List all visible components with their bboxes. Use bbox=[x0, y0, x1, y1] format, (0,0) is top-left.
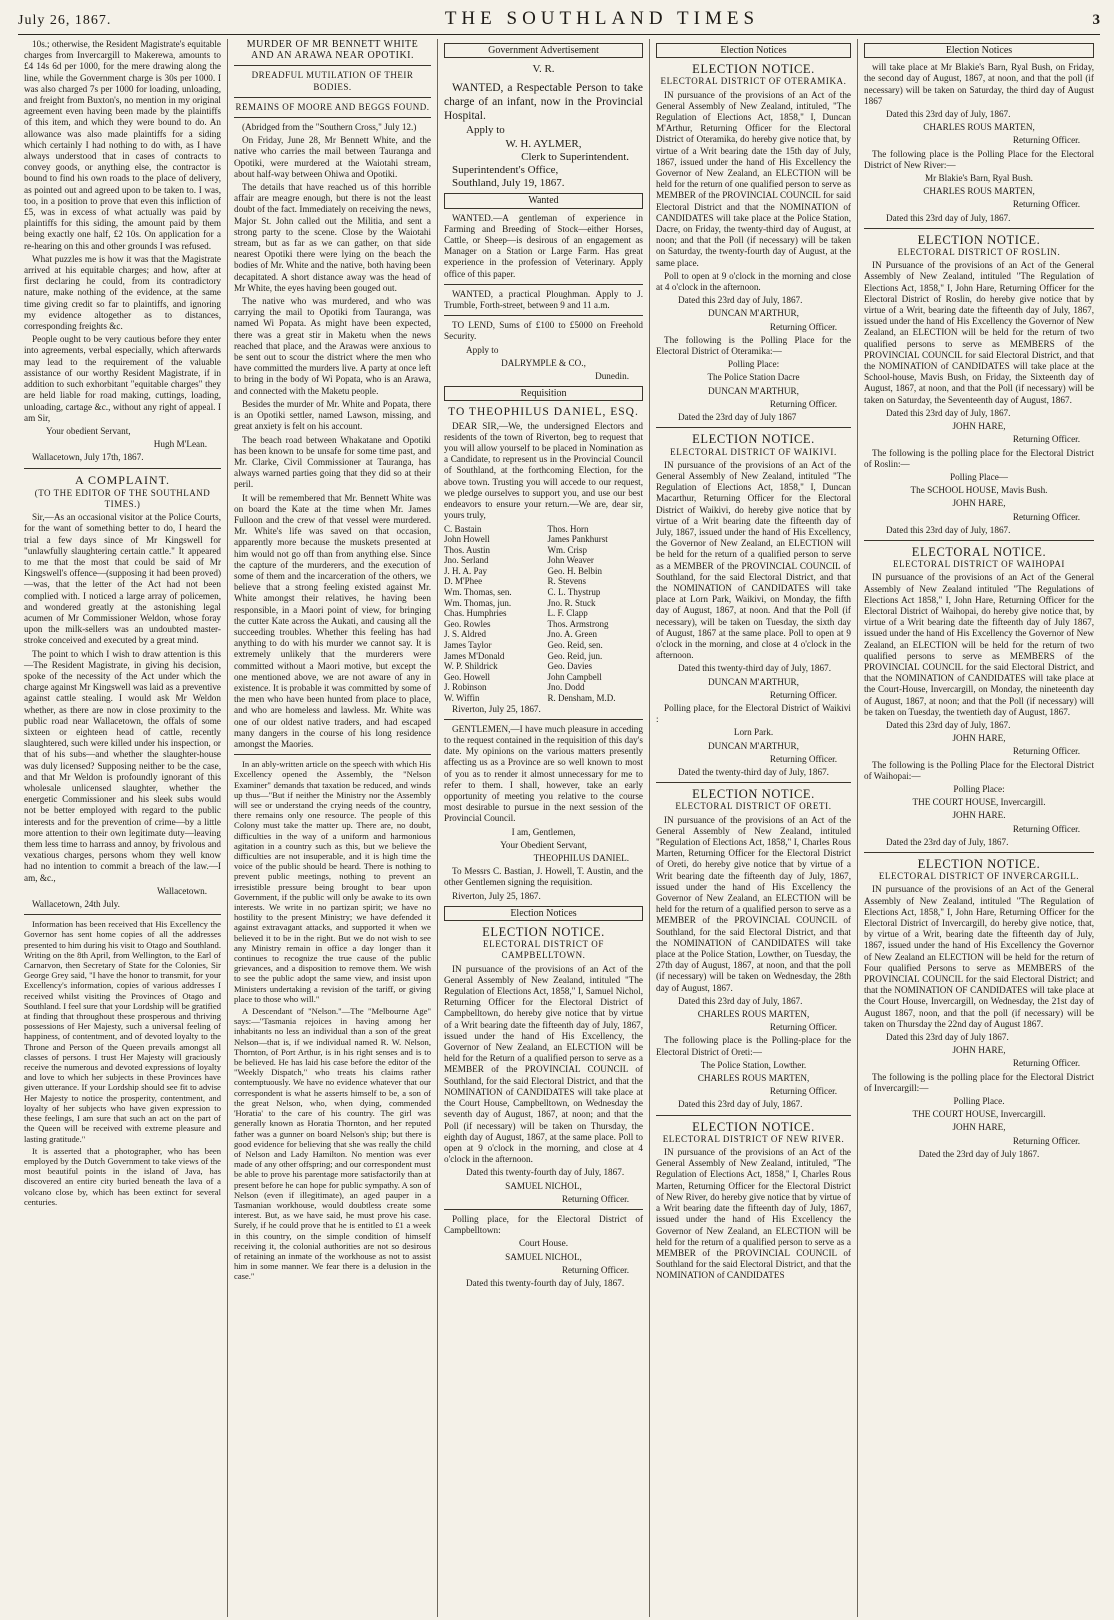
polling-text: The following place is the Polling-place for the Electoral District of Oreti:— bbox=[656, 1035, 851, 1057]
signatory-name: James Pankhurst bbox=[547, 534, 608, 545]
polling-date: Dated this 23rd day of July, 1867. bbox=[886, 212, 1011, 223]
notice-role: Returning Officer. bbox=[1012, 746, 1080, 757]
notice-title: ELECTION NOTICE. bbox=[692, 62, 815, 77]
article-source: (Abridged from the "Southern Cross," July 12.) bbox=[242, 122, 417, 133]
notice-role: Returning Officer. bbox=[1012, 1058, 1080, 1069]
article-paragraph: On Friday, June 28, Mr Bennett White, and the native who carries the mail between Tauranga and Opotiki, were murdered at the Waiotahi stream, about half-way between Ohiwa and Opotiki. bbox=[234, 135, 431, 179]
signatory-name: R. Densham, M.D. bbox=[547, 693, 616, 703]
polling-signer: SAMUEL NICHOL, bbox=[505, 1251, 582, 1262]
notice-signer: JOHN HARE, bbox=[952, 733, 1006, 744]
notice-role: Returning Officer. bbox=[769, 689, 837, 700]
divider bbox=[234, 117, 431, 118]
reply-body: GENTLEMEN,—I have much pleasure in acceding to the request contained in the requisition of this day's date. My opinions on the various matters presently affecting us as a Province are so well known to most of you as to render it almost unnecessary for me to refer to them. I shall, however, take an early opportunity of meeting you relative to the course most desirable to pursue in the next session of the Provincial Council. bbox=[444, 723, 643, 824]
polling-place: Mr Blakie's Barn, Ryal Bush. bbox=[925, 173, 1033, 184]
signatory-name: W. Wiffin bbox=[444, 693, 480, 703]
issue-date: July 26, 1867. bbox=[18, 13, 112, 28]
notice-signer: SAMUEL NICHOL, bbox=[505, 1180, 582, 1191]
signatory-name: L. F. Clapp bbox=[547, 608, 588, 619]
notice-body: will take place at Mr Blakie's Barn, Ryal Bush, on Friday, the second day of August, 1867, at noon, and that the poll (if necessary) will be taken on Saturday, the third day of August 1867 bbox=[864, 62, 1094, 106]
divider bbox=[234, 97, 431, 98]
notice-district: ELECTORAL DISTRICT OF INVERCARGILL. bbox=[878, 871, 1080, 882]
notice-signer: DUNCAN M'ARTHUR, bbox=[708, 308, 799, 319]
news-paragraph: It is asserted that a photographer, who has been employed by the Dutch Government to take views of the most beautiful points in the island of Java, has discovered an entire city buried beneath the lava of a volcano close by, which has been extinct for several centuries. bbox=[24, 1145, 221, 1207]
divider bbox=[864, 228, 1094, 229]
divider bbox=[24, 468, 221, 469]
polling-text: The following is the Polling Place for the Electoral District of Oteramika:— bbox=[656, 334, 851, 357]
ad-office-date: Southland, July 19, 1867. bbox=[452, 177, 565, 190]
notice-signer: JOHN HARE, bbox=[952, 1045, 1006, 1056]
section-box-requisition: Requisition bbox=[444, 386, 643, 401]
polling-date: Dated this twenty-fourth day of July, 1867. bbox=[466, 1277, 625, 1288]
polling-label: Polling Place— bbox=[950, 471, 1008, 482]
article-paragraph: Sir,—As an occasional visitor at the Police Courts, for the want of something better to do, I heard the trial a few days since of Mr Kingswell for "unlawfully slaughtering certain cattle." It appeared to me that the most that could be said of Mr Kingswell's offence—(supposing it had been proved)—was, that the letter of the Act had not been complied with. I noticed a large array of policemen, and wondered greatly at the astonishing legal acumen of Mr Commissioner Weldon, whose foray upon the milk-sellers was an undoubted master-stroke conceived and executed by a great mind. bbox=[24, 512, 221, 646]
notice-district: ELECTORAL DISTRICT OF WAIHOPAI bbox=[892, 559, 1066, 570]
polling-text: The following is the Polling Place for the Electoral District of Waihopai:— bbox=[864, 759, 1094, 781]
signatory-name: Wm. Crisp bbox=[547, 544, 587, 555]
signatory-name: Geo. Reid, sen. bbox=[547, 640, 603, 651]
divider bbox=[864, 852, 1094, 853]
polling-label: Polling Place: bbox=[953, 783, 1005, 794]
polling-text: The following place is the Polling Place for the Electoral District of New River:— bbox=[864, 148, 1094, 170]
divider bbox=[656, 427, 851, 428]
signatory-name: W. P. Shildrick bbox=[444, 661, 498, 672]
masthead bbox=[18, 8, 1100, 35]
letter-paragraph: People ought to be very cautious before they enter into agreements, verbal especially, which afterwards may lead to the requirement of the valuable assistance of our worthy Resident Magistrate, if in addition to such exhorbitant "equitable charges" they are held liable for road making, cuttings, loading, unloading, cartage &c., without any right of appeal. I am Sir, bbox=[24, 334, 221, 423]
signatory-name: Jno. A. Green bbox=[547, 629, 597, 640]
notice-body: IN pursuance of the provisions of an Act of the General Assembly of New Zealand, intituled, "The Regulation of Elections Act, 1858," I, Charles Rous Marten, Returning Officer for the Electoral District of New River, do hereby give notice that by virtue of a Writ bearing date the fifteenth day of July, 1867, issued under the hand of His Excellency the Governor of New Zealand, an ELECTION will be held for the return of a qualified person to serve as a MEMBER of the PROVINCIAL COUNCIL of Southland for the said Electoral District, and that the NOMINATION of CANDIDATES bbox=[656, 1147, 851, 1281]
polling-role: Returning Officer. bbox=[769, 1086, 837, 1097]
article-heading: A COMPLAINT. bbox=[74, 472, 171, 487]
divider bbox=[444, 284, 643, 285]
article-paragraph: Besides the murder of Mr. White and Popata, there is an Opotiki settler, named Lawson, missing, and great anxiety is felt on his account. bbox=[234, 398, 431, 432]
signatory-name: C. Bastain bbox=[444, 523, 482, 534]
notice-district: ELECTORAL DISTRICT OF ORETI. bbox=[675, 801, 832, 812]
divider bbox=[24, 914, 221, 915]
article-subheading: REMAINS OF MOORE AND BEGGS FOUND. bbox=[235, 101, 430, 112]
notice-body: IN pursuance of the provisions of an Act of the General Assembly of New Zealand, intituled "The Regulation of Elections Act, 1858," I, Duncan Macarthur, Returning Officer for the Electoral District of Waikivi, do hereby give notice that by virtue of a Writ bearing date the fifteenth day of July, 1867, issued under the hand of His Excellency, the Governor of New Zealand, an ELECTION will be held for the return of a qualified person to serve as a MEMBER of the PROVINCIAL COUNCIL of Southland, for the said Electoral District, and that the NOMINATION of CANDIDATES will take place at Lorn Park, Waikivi, on Monday, the fifth day of August, 1867, at noon. And that the Poll (if necessary), will be taken on Tuesday, the sixth day of August, 1867 at the same place. Poll to open at 9 o'clock in the morning, and close at 4 o'clock in the afternoon. bbox=[656, 459, 851, 661]
notice-role: Returning Officer. bbox=[561, 1193, 629, 1204]
article-paragraph: The beach road between Whakatane and Opotiki has been known to be unsafe for some time past, and Mr. Clarke, Civil Commissioner at Tauranga, has always warned parties going that they did so at their peril. bbox=[234, 434, 431, 490]
signatory-name: R. Stevens bbox=[547, 576, 586, 587]
notice-signer: CHARLES ROUS MARTEN, bbox=[923, 122, 1035, 133]
section-box-election: Election Notices bbox=[444, 906, 643, 921]
polling-place: The Police Station Dacre bbox=[707, 372, 800, 383]
notice-body: IN pursuance of the provisions of an Act of the General Assembly of New Zealand, intituled, "The Regulation of Elections Act, 1858," I, Duncan M'Arthur, Returning Officer for the Electoral District of Oteramika, do hereby give notice that, by virtue of a Writ bearing date the 15th day of July, 1867, issued under the hand of His Excellency the Governor of New Zealand, an ELECTION will be held for the return of one qualified person to serve as MEMBER of the PROVINCIAL COUNCIL for said Electoral District and that the NOMINATION of CANDIDATES will take place at the Police Station, Dacre, on Friday, the twenty-third day of August, at noon; and that the Poll (if necessary) will be taken on Saturday, the twenty-fourth day of August, at the same place. bbox=[656, 89, 851, 268]
reply-signer: THEOPHILUS DANIEL. bbox=[533, 853, 629, 864]
article-paragraph: The details that have reached us of this horrible affair are meagre enough, but there is not the least doubt of the fact. Immediately on receiving the news, Major St. John called out the Militia, and sent a strong party to the scene. Close by the Waiotahi stream, but as far as we can gather, on that side nearest Opotiki there were lying on the beach the bodies of Mr. White and the native, both having been decapitated. A short distance away was the head of Mr White, the eyes having been gouged out. bbox=[234, 182, 431, 293]
signatory-name: Geo. Rowles bbox=[444, 618, 491, 629]
notice-date: Dated this 23rd day of July, 1867. bbox=[678, 295, 803, 306]
notice-role: Returning Officer. bbox=[1012, 434, 1080, 445]
signatory-name: J. H. A. Pay bbox=[444, 565, 488, 576]
polling-date: Dated the 23rd day of July, 1867. bbox=[886, 836, 1009, 847]
notice-title: ELECTION NOTICE. bbox=[917, 232, 1041, 247]
letter-paragraph: What puzzles me is how it was that the Magistrate arrived at his equitable charges; and how, after at first declaring he could, from its contradictory nature, make nothing of the evidence, at the same time giving credit so far to plaintiffs, and ignoring my evidence altogether as to distances, corresponding freights &c. bbox=[24, 253, 221, 332]
notice-district: ELECTORAL DISTRICT OF WAIKIVI. bbox=[670, 446, 837, 457]
notice-signer: DUNCAN M'ARTHUR, bbox=[708, 676, 799, 687]
polling-signer: CHARLES ROUS MARTEN, bbox=[697, 1073, 810, 1084]
signatory-name: Thos. Horn bbox=[547, 523, 589, 534]
vr-crest: V. R. bbox=[532, 63, 555, 76]
divider bbox=[234, 65, 431, 66]
signatory-name: Thos. Armstrong bbox=[547, 618, 609, 629]
polling-signer: DUNCAN M'ARTHUR, bbox=[708, 385, 799, 396]
article-subheading: DREADFUL MUTILATION OF THEIR BODIES. bbox=[251, 70, 414, 92]
signatory-name: James M'Donald bbox=[444, 650, 505, 661]
polling-place: THE COURT HOUSE, Invercargill. bbox=[912, 797, 1046, 808]
letter-place-date: Wallacetown, July 17th, 1867. bbox=[32, 452, 144, 463]
polling-place: Court House. bbox=[519, 1238, 568, 1249]
notice-body: IN pursuance of the provisions of an Act of the General Assembly of New Zealand, intituled "The Regulation of Elections Act, 1858," I, John Hare, Returning Officer for the Electoral District of Invercargill, do hereby give notice, that, by virtue of a Writ, bearing date the fifteenth day of July, 1867, issued under the hand of His Excellency the Governor of New Zealand an ELECTION will be held for the return of Four qualified Persons to serve as MEMBERS of the PROVINCIAL COUNCIL for the said Electoral District; and that the NOMINATION OF CANDIDATES will take place at the Court House, Invercargill, on Wednesday, the 21st day of August 1867, noon, and that the poll (if necessary) will be taken on Thursday the 22nd day of August 1867. bbox=[864, 884, 1094, 1029]
section-box-election: Election Notices bbox=[656, 43, 851, 58]
wanted-ad: WANTED.—A gentleman of experience in Farming and Breeding of Stock—either Horses, Cattle, or Sheep—is desirous of an engagement as Manager on a Station or Large Farm. Has great experience in the profession of Veterinary. Apply office of this paper. bbox=[444, 212, 643, 279]
signatory-name: Jno. R. Stuck bbox=[547, 597, 596, 608]
column-1 bbox=[18, 39, 228, 1617]
signatory-name: John Weaver bbox=[547, 555, 594, 566]
reply-addressees: To Messrs C. Bastian, J. Howell, T. Austin, and the other Gentlemen signing the requisition. bbox=[444, 866, 643, 888]
signatories bbox=[444, 524, 643, 704]
notice-body: IN pursuance of the provisions of an Act of the General Assembly of New Zealand, intituled "Regulation of Elections Act, 1858," I, Charles Rous Marten, Returning Officer for the Electoral District of Oreti, do hereby give notice that by virtue of a Writ bearing date the fifteenth day of July, 1867, issued under the hand of His Excellency the Governor of New Zealand, an ELECTION will be held for the return of a qualified person to serve as a MEMBER of the PROVINCIAL COUNCIL of Southland, for the said Electoral District, and that the NOMINATION of CANDIDATES will take place at the Police Station, Lowther, on Tuesday, the 27th day of August, 1867, at noon, and that the poll (if necessary) will be taken on Wednesday, the 28th day of August, 1867. bbox=[656, 814, 851, 993]
signatory-name: James Taylor bbox=[444, 640, 492, 651]
divider bbox=[444, 315, 643, 316]
notice-poll: Poll to open at 9 o'clock in the morning and close at 4 o'clock in the afternoon. bbox=[656, 270, 851, 293]
divider bbox=[234, 754, 431, 755]
reply-close: Your Obedient Servant, bbox=[500, 839, 587, 850]
notice-title: ELECTION NOTICE. bbox=[482, 925, 605, 940]
signatory-name: Jno. Dodd bbox=[547, 682, 585, 693]
signatory-name: Wm. Thomas, sen. bbox=[444, 587, 512, 598]
article-date: Wallacetown, 24th July. bbox=[32, 899, 120, 910]
news-paragraph: Information has been received that His Excellency the Governor has sent home copies of all the addresses presented to him during his visit to Otago and Southland. Writing on the 8th April, from Wellington, to the Earl of Carnarvon, then Secretary of State for the Colonies, Sir George Grey said, "I have the honor to transmit, for your Excellency's information, copies of various addresses I received whilst visiting the Provinces of Otago and Southland. I feel sure that your Lordship will be gratified at finding that throughout these prosperous and thriving possessions of Her Majesty, such a universal feeling of happiness, of contentment, and of devoted loyalty to the Throne and Person of the Queen prevails amongst all classes of persons. I trust Her Majesty will graciously receive the numerous and devoted expressions of loyalty and love to which her subjects in these Provinces have given utterance. If your Lordship should see fit to advise Her Majesty to notice the prosperity, contentment, and loyalty of her subjects who have given expression to these feelings, I am sure that such an act on the part of the Queen will be received with extreme pleasure and lasting gratitude." bbox=[24, 919, 221, 1144]
polling-date: Dated the twenty-third day of July, 1867. bbox=[678, 766, 829, 777]
requisition-date: Riverton, July 25, 1867. bbox=[452, 703, 541, 714]
column-2 bbox=[228, 39, 438, 1617]
notice-district: ELECTORAL DISTRICT OF OTERAMIKA. bbox=[660, 76, 847, 87]
signatory-name: Thos. Austin bbox=[444, 544, 491, 555]
requisition-heading: TO THEOPHILUS DANIEL, ESQ. bbox=[448, 406, 639, 419]
notice-date: Dated this 23rd day of July, 1867. bbox=[886, 719, 1011, 730]
ad-apply-title: Clerk to Superintendent. bbox=[521, 150, 629, 163]
polling-place: The Police Station, Lowther. bbox=[700, 1059, 807, 1070]
polling-signer: JOHN HARE, bbox=[952, 498, 1006, 509]
notice-body: IN pursuance of the provisions of an Act of the General Assembly of New Zealand, intituled "The Regulation of Elections Act, 1858," I, Samuel Nichol, Returning Officer for the Electoral District of Campbelltown, do hereby give notice that by virtue of a Writ bearing date the fifteenth day of July, 1867, issued under the hand of His Excellency, the Governor of New Zealand, an ELECTION will be held for the Return of a qualified person to serve as a MEMBER of the PROVINCIAL COUNCIL of Southland, for the said Electoral District, and that the NOMINATION of CANDIDATES will take place at the Court House, Campbelltown, on Wednesday the seventh day of August, 1867, at noon; and that the Poll (if necessary) will be taken on Thursday, the eighth day of August, 1867, at the same place. Poll to open at 9 o'clock in the morning, and close at 4 o'clock in the afternoon. bbox=[444, 963, 643, 1165]
polling-place: The SCHOOL HOUSE, Mavis Bush. bbox=[910, 485, 1048, 496]
reply-close: I am, Gentlemen, bbox=[511, 826, 576, 837]
polling-text: Polling place, for the Electoral District of Campbelltown: bbox=[444, 1213, 643, 1236]
polling-signer: DUNCAN M'ARTHUR, bbox=[708, 740, 799, 751]
signatory-name: John Campbell bbox=[547, 671, 602, 682]
divider bbox=[656, 1115, 851, 1116]
section-box-election: Election Notices bbox=[864, 43, 1094, 58]
polling-date: Dated the 23rd day of July 1867. bbox=[918, 1148, 1040, 1159]
polling-text: The following is the polling place for the Electoral District of Roslin:— bbox=[864, 447, 1094, 469]
signatory-name: C. L. Thystrup bbox=[547, 587, 601, 598]
polling-role: Returning Officer. bbox=[769, 753, 837, 764]
loan-ad: TO LEND, Sums of £100 to £5000 on Freehold Security. bbox=[444, 320, 643, 342]
ad-office: Superintendent's Office, bbox=[452, 164, 559, 177]
newspaper-title: THE SOUTHLAND TIMES bbox=[444, 8, 760, 29]
notice-title: ELECTION NOTICE. bbox=[917, 857, 1041, 871]
signatory-name: Geo. Reid, jun. bbox=[547, 650, 603, 661]
signatory-name: Geo. H. Belbin bbox=[547, 565, 602, 576]
signatory-name: John Howell bbox=[444, 534, 490, 545]
polling-role: Returning Officer. bbox=[561, 1264, 629, 1275]
article-paragraph: It will be remembered that Mr. Bennett White was on board the Kate at the time when Mr. James Fulloon and the crew of that vessel were murdered. Mr. White's life was saved on that occasion, apparently more because the muskets presented at him would not go off than from anything else. Since the capture of the murderers, and the execution of some of them and the incarceration of the others, we believe that a strong feeling existed against Mr. White amongst their relatives, he having been responsible, in a Maori point of view, for bringing the cutter Kate across the Aukati, and causing all the succeeding troubles. Whether this feeling has had anything to do with his murder we cannot say. It is extremely unlikely that the murderers were committed without a Maori motive, but except the one mentioned above, we are not aware of any in existence. It is probable it was committed by some of the men who have been hunted from place to place, and who are homeless and lawless. Mr. White was one of our oldest native traders, and had escaped many dangers in the course of his long residence amongst the Maories. bbox=[234, 492, 431, 749]
section-box-government: Government Advertisement bbox=[444, 43, 643, 58]
letter-paragraph: 10s.; otherwise, the Resident Magistrate's equitable charges from Invercargill to Makerewa, amounts to £4 14s 6d per 1000, for the mere drawing along the line, while the Government charge is 30s per 1000. I was also charged 7s per 1000 for loading, unloading, and freight from Buxton's, no mention in my original agreement even having been made by the plaintiffs of this item, and which they were bound to do. An allowance was also made plaintiffs for a siding which certainly I had nothing to do with, as I have always understood that in cases of contracts to convey goods, or anything else, the contractor is bound to find his own roads to the place of delivery, as pointed out and agreed upon to be taken to. I was, too, in a position to prove that even this infliction of £5, was in excess of what actually was paid by plaintiffs for this siding, the amount paid by them being exactly one half, £2 10s. On application for a re-hearing on this and other grounds I was refused. bbox=[24, 39, 221, 251]
notice-title: ELECTION NOTICE. bbox=[692, 787, 815, 802]
ad-apply: Apply to bbox=[466, 124, 505, 137]
requisition-body: DEAR SIR,—We, the undersigned Electors and residents of the town of Riverton, beg to request that you will allow yourself to be placed in Nomination as a Candidate, to represent us in the Provincial Council of Southland, at the forthcoming Election, for the above town. Trusting you will accede to our request, we pledge ourselves to support you, and use our best endeavors to ensure your return.—We are, dear sir, yours truly, bbox=[444, 420, 643, 521]
signatory-name: J. S. Aldred bbox=[444, 629, 487, 640]
column-4 bbox=[650, 39, 858, 1617]
polling-text: The following is the polling place for the Electoral District of Invercargill:— bbox=[864, 1071, 1094, 1093]
notice-title: ELECTION NOTICE. bbox=[692, 1119, 815, 1134]
wanted-ad: WANTED, a practical Ploughman. Apply to J. Trumble, Forth-street, between 9 and 11 a.m. bbox=[444, 288, 643, 311]
polling-date: Dated this 23rd day of July, 1867. bbox=[886, 524, 1011, 535]
article-heading: MURDER OF MR BENNETT WHITE AND AN ARAWA NEAR OPOTIKI. bbox=[246, 39, 419, 62]
column-5 bbox=[858, 39, 1100, 1617]
notice-body: IN pursuance of the provisions of an Act of the General Assembly of New Zealand intituled "The Regulations of Elections Act 1858," I, John Hare, Returning Officer for the Electoral District of Waihopai, do hereby give notice that, by virtue of a Writ bearing date the fifteenth day of July 1867, issued under the hand of His Excellency the Governor of New Zealand, an ELECTION will be held for the return of two qualified persons to serve as MEMBERS of the PROVINCIAL COUNCIL for the said Electoral District, and that the NOMINATION of CANDIDATES will take place at the Court-House, Invercargill, on Monday, the nineteenth day of August, 1867, at noon; and that the Poll (if necessary) will be taken on Tuesday, the twentieth day of August, 1867. bbox=[864, 572, 1094, 717]
notice-date: Dated this 23rd day of July, 1867. bbox=[886, 109, 1011, 120]
loan-name: DALRYMPLE & CO., bbox=[501, 357, 586, 368]
ad-text: WANTED, a Respectable Person to take charge of an infant, now in the Provincial Hospital. bbox=[444, 82, 643, 123]
polling-label: Polling Place. bbox=[953, 1096, 1005, 1107]
ad-apply-name: W. H. AYLMER, bbox=[505, 137, 582, 150]
page-number: 3 bbox=[1092, 12, 1100, 28]
signatory-name: Geo. Howell bbox=[444, 671, 490, 682]
divider bbox=[444, 1209, 643, 1210]
notice-date: Dated this 23rd day of July 1867. bbox=[886, 1032, 1009, 1043]
polling-place: Lorn Park. bbox=[733, 727, 774, 738]
notice-body: IN Pursuance of the provisions of an Act of the General Assembly of New Zealand, intituled "The Regulation of Elections Act, 1858," I, John Hare, Returning Officer for the Electoral District of Roslin, do hereby give notice that by virtue of a Writ, bearing date the fifteenth day of July, 1867, issued under the hand of His Excellency the Governor of New Zealand, an ELECTION will be held for the return of two qualified persons to serve as MEMBERS of the PROVINCIAL COUNCIL for said Electoral District, and that the NOMINATION of CANDIDATES will take place at the School-house, Mavis Bush, on Friday, the Sixteenth day of August, 1867, at noon, and that the Poll (if necessary) will be taken on Saturday, the Seventeenth day of August, 1867. bbox=[864, 260, 1094, 405]
news-paragraph: A Descendant of "Nelson."—The "Melbourne Age" says:—"Tasmania rejoices in having among her inhabitants no less an individual than a son of the great Nelson—that is, if we individual named R. W. Nelson, Thornton, of Port Arthur, is in his right senses and is to be believed. He has laid his case before the editor of the "Weekly Dispatch," who treats his claims rather contemptuously. We have no evidence whatever that our correspondent is what he asserts himself to be, a son of the great Nelson, who, when dying, commended 'Horatia' to the care of his country. The girl was generally known as Horatia Thornton, and her reputed father was a gunner on board Nelson's ship; but there is good evidence for believing that she was really the child of Nelson and Lady Hamilton. No mention was ever made of any other offspring; and our correspondent must be able to prove his parentage more satisfactorily than at present before he can hope for public sympathy. A son of Nelson (even if illegitimate), an aged pauper in a Tasmanian workhouse, would doubtless create some interest. But, as we have said, he must prove his case. Surely, if he could prove that he is entitled to £1 a week in this country, on the simple condition of himself receiving it, the colonial authorities are not so desirous of retaining an inmate of the workhouse as not to assist him in some manner. We fear there is a delusion in the case." bbox=[234, 1006, 431, 1282]
signatory-name: Chas. Humphries bbox=[444, 608, 507, 619]
notice-signer: CHARLES ROUS MARTEN, bbox=[697, 1009, 810, 1020]
news-paragraph: In an ably-written article on the speech with which His Excellency opened the Assembly, the "Nelson Examiner" demands that taxation be reduced, and winds up thus—"But if neither the Ministry nor the Assembly will see or understand the crying needs of the country, there remains only one resource. The people of this Colony must take the matter up. There are, no doubt, difficulties in the way of a uniform and harmonious agitation in a country such as this, but we believe the difficulties are not insuperable, and it is high time the voice of the public should be heard. There is nothing to prevent public meetings, nothing to prevent an irresistible pressure being brought to bear upon Government, if the public will only be awake to its own interests. We write in no partizan spirit; we have no hostility to the present Ministry; we have defended it against extravagant attacks, and supported it when we believed it to be in the right. But we do not wish to see any Ministry remain in office a day longer than it continues to recognize the true cause of the public grievances, and a disposition to remove them. We wish to see the public adopt the same view, and insist upon Ministers undertaking a revision of the tariff, or giving place to those who will." bbox=[234, 759, 431, 1004]
notice-district: ELECTORAL DISTRICT OF NEW RIVER. bbox=[662, 1133, 845, 1144]
signatory-name: Geo. Davies bbox=[547, 661, 592, 672]
letter-signer: Hugh M'Lean. bbox=[153, 439, 207, 450]
notice-title: ELECTORAL NOTICE. bbox=[911, 544, 1047, 559]
polling-signer: JOHN HARE, bbox=[952, 1122, 1006, 1133]
notice-role: Returning Officer. bbox=[769, 1022, 837, 1033]
polling-date: Dated the 23rd day of July 1867 bbox=[678, 412, 797, 423]
loan-place: Dunedin. bbox=[595, 371, 629, 382]
section-box-wanted: Wanted bbox=[444, 193, 643, 208]
polling-role: Returning Officer. bbox=[1012, 1135, 1080, 1146]
notice-title: ELECTION NOTICE. bbox=[692, 432, 815, 447]
article-subheading: (TO THE EDITOR OF THE SOUTHLAND TIMES.) bbox=[34, 487, 211, 509]
signatory-name: Wm. Thomas, jun. bbox=[444, 597, 512, 608]
polling-role: Returning Officer. bbox=[1012, 823, 1080, 834]
notice-date: Dated this twenty-third day of July, 1867. bbox=[678, 663, 832, 674]
signatories-right bbox=[547, 524, 643, 704]
polling-signer: CHARLES ROUS MARTEN, bbox=[923, 186, 1035, 197]
notice-role: Returning Officer. bbox=[1012, 135, 1080, 146]
notice-date: Dated this twenty-fourth day of July, 1867. bbox=[466, 1167, 625, 1178]
polling-date: Dated this 23rd day of July, 1867. bbox=[678, 1099, 803, 1110]
polling-label: Polling Place: bbox=[727, 359, 780, 370]
notice-date: Dated this 23rd day of July, 1867. bbox=[886, 407, 1011, 418]
polling-signer: JOHN HARE. bbox=[952, 810, 1006, 821]
polling-place: THE COURT HOUSE, Invercargill. bbox=[912, 1109, 1046, 1120]
divider bbox=[444, 719, 643, 720]
signatory-name: D. M'Phee bbox=[444, 576, 483, 587]
divider bbox=[656, 782, 851, 783]
notice-role: Returning Officer. bbox=[769, 321, 837, 332]
column-3 bbox=[438, 39, 650, 1617]
article-paragraph: The point to which I wish to draw attention is this—The Resident Magistrate, in giving his decision, spoke of the necessity of the Act under which the charge against Mr Kingswell was laid as a preventive against cattle stealing. I would ask Mr Weldon whether, as there are now in close proximity to the public road near Wallacetown, the offals of some sixteen or eighteen head of cattle, recently slaughtered, such were killed under his inspection, or that of his subs—and whether the slaughter-house was duly licensed? Supposing neither to be the case, and that Mr Weldon is profoundly ignorant of this wholesale unlicensed slaughter, whether the energetic Commissioner and his sleek subs would not be better employed with regard to the public interests and for the prevention of crime—by a little more attention to their own legitimate duty—leaving them less time to harrass and annoy, by frivolous and vexatious charges, persons whom they well know had no intention to commit a breach of the law.—I am, &c., bbox=[24, 648, 221, 883]
polling-text: Polling place, for the Electoral District of Waikivi : bbox=[656, 702, 851, 725]
article-paragraph: The native who was murdered, and who was carrying the mail to Opotiki from Tauranga, was named Wi Popata. As might have been expected, there was a great stir in Maketu when the news reached that place, and the Arawas were anxious to be sent out to scour the district where the men who have committed the murders live. A party at once left to bring in the body of Wi Popata, who is an Arawa, and connected with the Maketu people. bbox=[234, 296, 431, 396]
polling-role: Returning Officer. bbox=[769, 398, 837, 409]
letter-closing: Your obedient Servant, bbox=[46, 425, 131, 436]
divider bbox=[864, 540, 1094, 541]
notice-signer: JOHN HARE, bbox=[952, 421, 1006, 432]
reply-date: Riverton, July 25, 1867. bbox=[452, 890, 541, 901]
signatory-name: Jno. Serland bbox=[444, 555, 489, 566]
signatories-left bbox=[444, 524, 540, 704]
article-signer: Wallacetown. bbox=[156, 885, 207, 896]
notice-district: ELECTORAL DISTRICT OF ROSLIN. bbox=[897, 247, 1061, 258]
notice-district: ELECTORAL DISTRICT OF CAMPBELLTOWN. bbox=[483, 939, 604, 961]
columns bbox=[18, 39, 1100, 1617]
polling-role: Returning Officer. bbox=[1012, 199, 1080, 210]
notice-date: Dated this 23rd day of July, 1867. bbox=[678, 995, 803, 1006]
loan-apply: Apply to bbox=[466, 344, 499, 355]
signatory-name: J. Robinson bbox=[444, 682, 487, 693]
polling-role: Returning Officer. bbox=[1012, 511, 1080, 522]
